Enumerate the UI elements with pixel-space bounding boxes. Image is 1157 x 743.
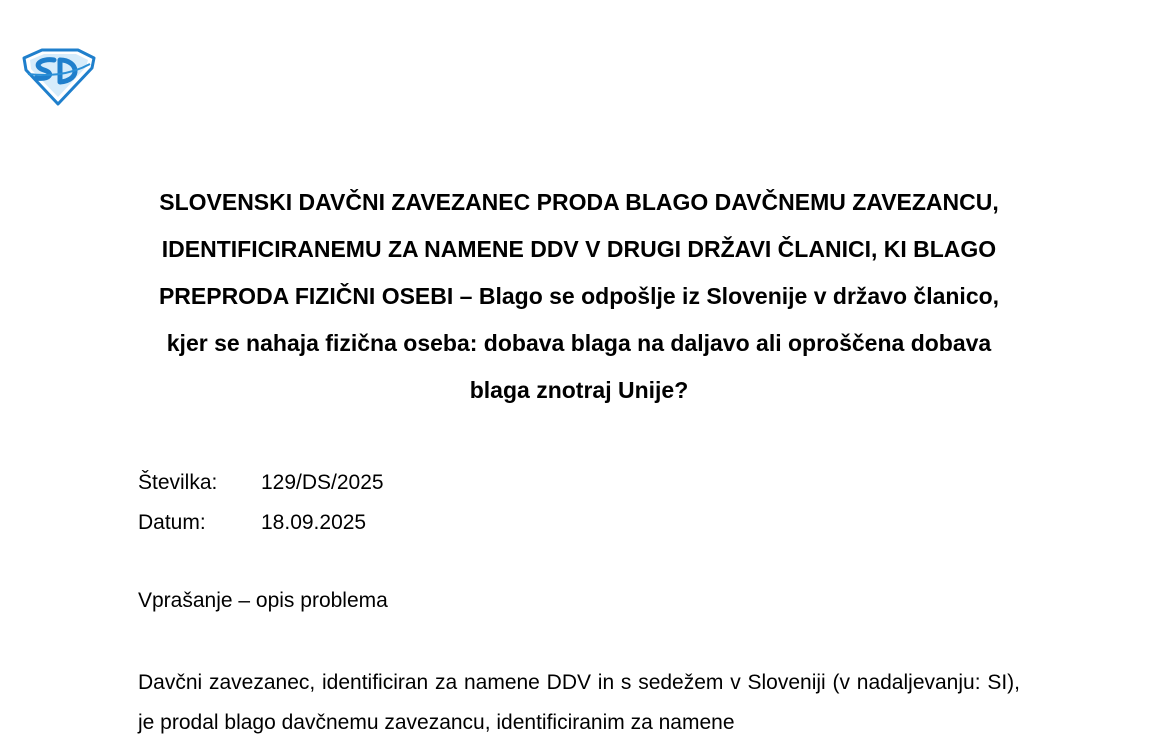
section-heading: Vprašanje – opis problema	[138, 589, 388, 612]
meta-row-number	[138, 463, 384, 503]
document-title: SLOVENSKI DAVČNI ZAVEZANEC PRODA BLAGO DAVČNEMU ZAVEZANCU, IDENTIFICIRANEMU ZA NAMENE DDV V DRUGI DRŽAVI ČLANICI, KI BLAGO PREPRODA FIZIČNI OSEBI – Blago se odpošlje iz Slovenije v državo članico, kjer se nahaja fizična oseba: dobava blaga na daljavo ali oproščena dobava blaga znotraj Unije?	[158, 189, 1000, 403]
document-meta	[138, 463, 384, 543]
logo-icon	[20, 46, 98, 106]
body-paragraph: Davčni zavezanec, identificiran za namene DDV in s sedežem v Sloveniji (v nadaljevanju: SI), je prodal blago davčnemu zavezancu, identificiranim za namene	[138, 671, 1020, 734]
meta-row-date	[138, 503, 384, 543]
date-value: 18.09.2025	[261, 511, 367, 534]
number-label: Številka:	[138, 471, 218, 494]
date-label: Datum:	[138, 511, 206, 534]
number-value: 129/DS/2025	[261, 471, 384, 494]
